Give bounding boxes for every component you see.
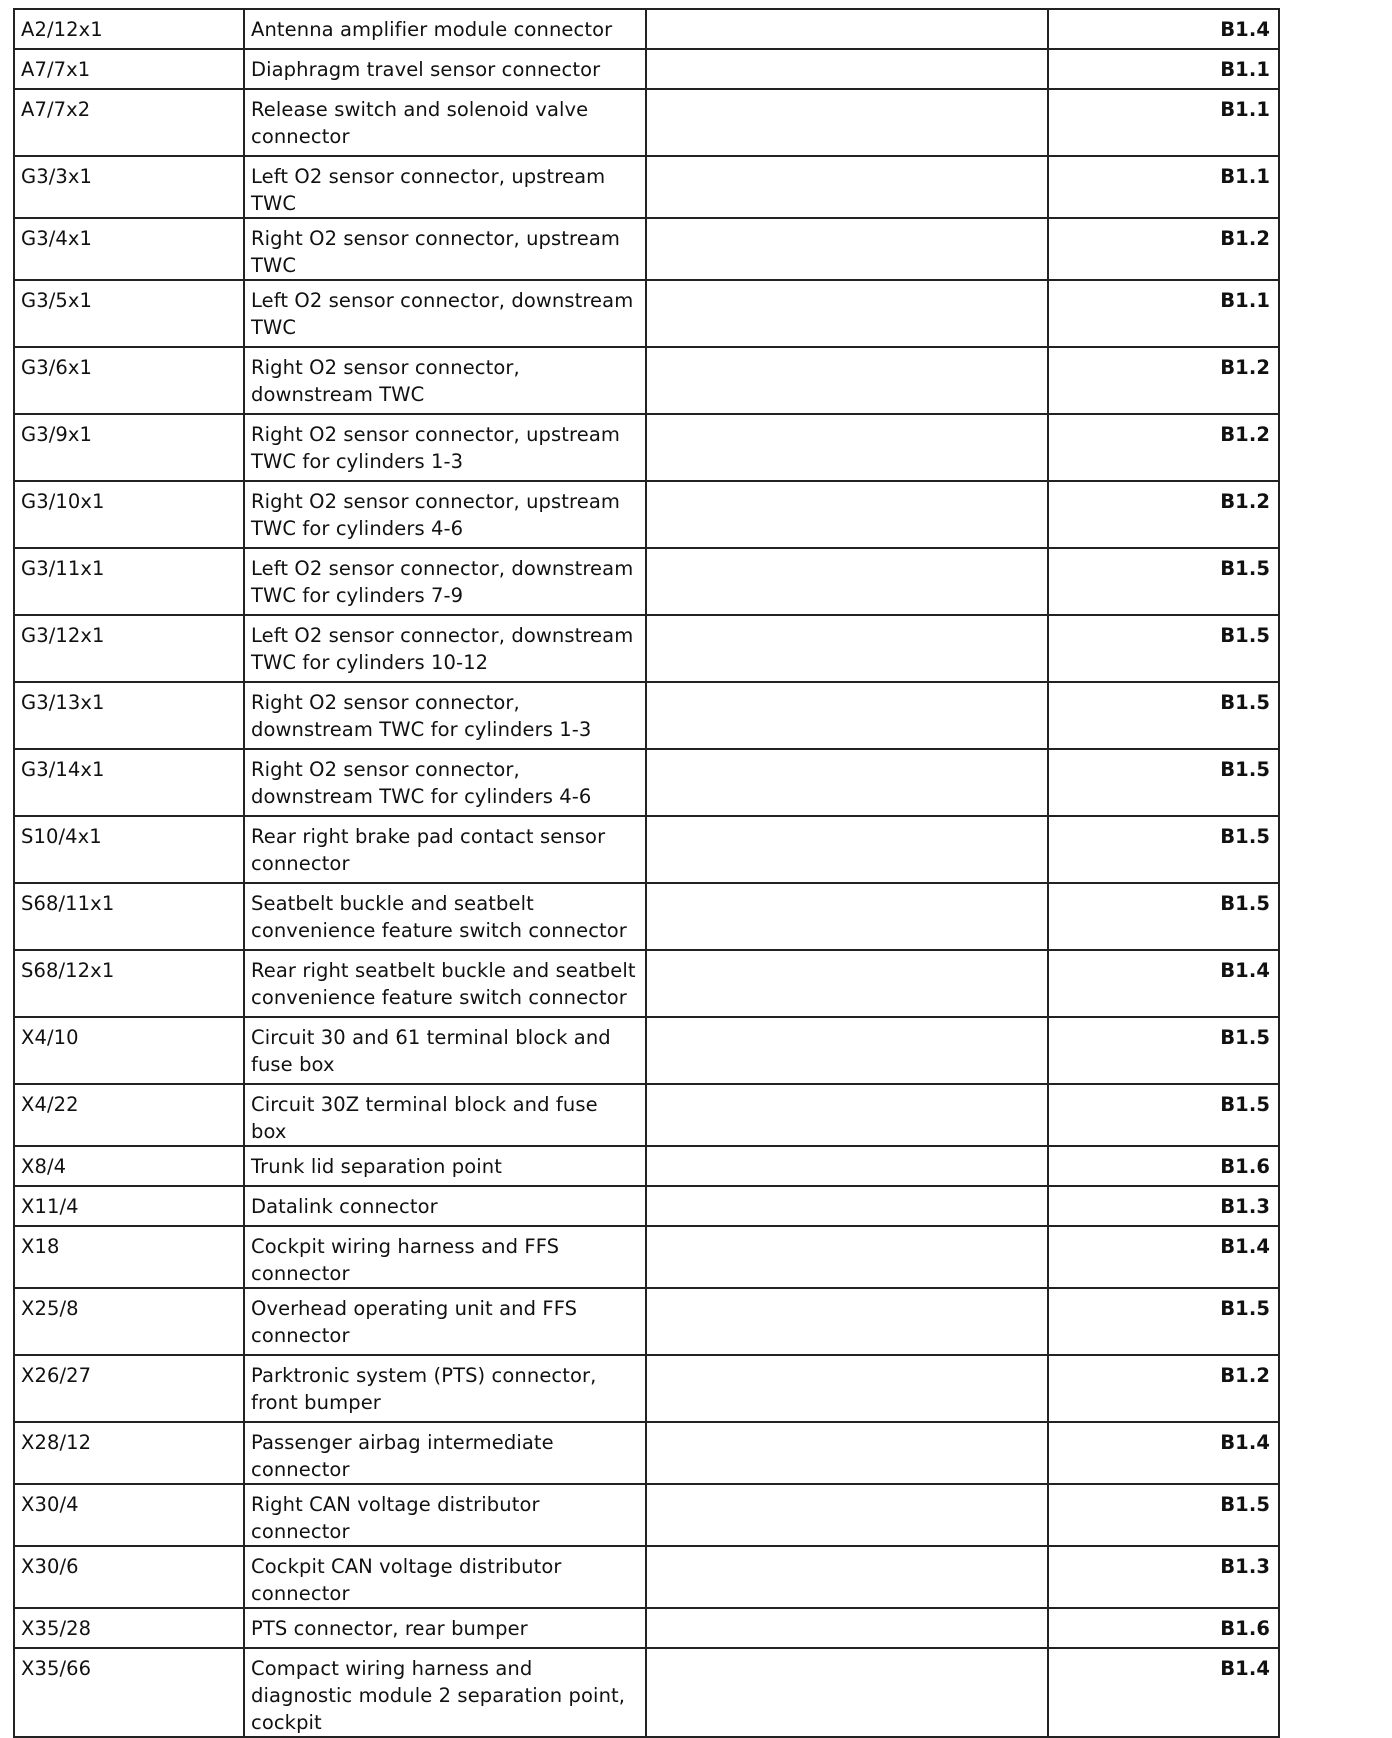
table-row	[14, 1484, 1279, 1546]
connector-description: Release switch and solenoid valve connector	[244, 89, 646, 156]
connector-code: S10/4x1	[14, 816, 244, 883]
grid-reference: B1.1	[1048, 49, 1279, 89]
table-row	[14, 1017, 1279, 1084]
connector-description: Right O2 sensor connector, upstream TWC for cylinders 1-3	[244, 414, 646, 481]
connector-table-body	[14, 9, 1279, 1737]
grid-reference: B1.4	[1048, 950, 1279, 1017]
table-row	[14, 156, 1279, 218]
connector-code: X25/8	[14, 1288, 244, 1355]
table-row	[14, 414, 1279, 481]
table-row	[14, 1422, 1279, 1484]
table-row	[14, 682, 1279, 749]
grid-reference: B1.2	[1048, 218, 1279, 280]
connector-code: X4/22	[14, 1084, 244, 1146]
empty-cell	[646, 1484, 1048, 1546]
table-row	[14, 883, 1279, 950]
connector-code: X8/4	[14, 1146, 244, 1186]
empty-cell	[646, 883, 1048, 950]
grid-reference: B1.2	[1048, 414, 1279, 481]
connector-code: X30/4	[14, 1484, 244, 1546]
grid-reference: B1.4	[1048, 9, 1279, 49]
connector-code: X11/4	[14, 1186, 244, 1226]
empty-cell	[646, 1186, 1048, 1226]
empty-cell	[646, 89, 1048, 156]
table-row	[14, 9, 1279, 49]
empty-cell	[646, 682, 1048, 749]
grid-reference: B1.1	[1048, 156, 1279, 218]
empty-cell	[646, 347, 1048, 414]
grid-reference: B1.6	[1048, 1608, 1279, 1648]
connector-description: Trunk lid separation point	[244, 1146, 646, 1186]
connector-description: Passenger airbag intermediate connector	[244, 1422, 646, 1484]
connector-code: G3/14x1	[14, 749, 244, 816]
table-row	[14, 816, 1279, 883]
connector-description: Cockpit wiring harness and FFS connector	[244, 1226, 646, 1288]
table-row	[14, 89, 1279, 156]
empty-cell	[646, 816, 1048, 883]
grid-reference: B1.2	[1048, 1355, 1279, 1422]
grid-reference: B1.5	[1048, 548, 1279, 615]
table-row	[14, 548, 1279, 615]
connector-description: Circuit 30 and 61 terminal block and fuse box	[244, 1017, 646, 1084]
grid-reference: B1.5	[1048, 682, 1279, 749]
empty-cell	[646, 749, 1048, 816]
grid-reference: B1.5	[1048, 1084, 1279, 1146]
empty-cell	[646, 950, 1048, 1017]
connector-description: Seatbelt buckle and seatbelt convenience feature switch connector	[244, 883, 646, 950]
empty-cell	[646, 280, 1048, 347]
connector-description: Right O2 sensor connector, downstream TWC for cylinders 4-6	[244, 749, 646, 816]
empty-cell	[646, 481, 1048, 548]
connector-code: G3/3x1	[14, 156, 244, 218]
empty-cell	[646, 548, 1048, 615]
connector-description: Parktronic system (PTS) connector, front bumper	[244, 1355, 646, 1422]
connector-description: Left O2 sensor connector, downstream TWC	[244, 280, 646, 347]
grid-reference: B1.1	[1048, 280, 1279, 347]
table-row	[14, 1146, 1279, 1186]
grid-reference: B1.2	[1048, 347, 1279, 414]
connector-code: X26/27	[14, 1355, 244, 1422]
grid-reference: B1.5	[1048, 1288, 1279, 1355]
empty-cell	[646, 1146, 1048, 1186]
connector-code: X4/10	[14, 1017, 244, 1084]
empty-cell	[646, 1546, 1048, 1608]
connector-code: G3/10x1	[14, 481, 244, 548]
connector-table	[13, 8, 1280, 1738]
grid-reference: B1.3	[1048, 1546, 1279, 1608]
grid-reference: B1.5	[1048, 816, 1279, 883]
connector-description: PTS connector, rear bumper	[244, 1608, 646, 1648]
grid-reference: B1.1	[1048, 89, 1279, 156]
grid-reference: B1.5	[1048, 1484, 1279, 1546]
connector-code: X35/28	[14, 1608, 244, 1648]
grid-reference: B1.5	[1048, 615, 1279, 682]
connector-description: Right O2 sensor connector, downstream TWC for cylinders 1-3	[244, 682, 646, 749]
connector-description: Overhead operating unit and FFS connector	[244, 1288, 646, 1355]
grid-reference: B1.5	[1048, 749, 1279, 816]
empty-cell	[646, 414, 1048, 481]
connector-description: Right O2 sensor connector, upstream TWC	[244, 218, 646, 280]
table-row	[14, 615, 1279, 682]
connector-code: G3/9x1	[14, 414, 244, 481]
connector-description: Rear right seatbelt buckle and seatbelt convenience feature switch connector	[244, 950, 646, 1017]
table-row	[14, 1084, 1279, 1146]
connector-code: S68/12x1	[14, 950, 244, 1017]
grid-reference: B1.4	[1048, 1226, 1279, 1288]
grid-reference: B1.3	[1048, 1186, 1279, 1226]
connector-description: Antenna amplifier module connector	[244, 9, 646, 49]
connector-description: Left O2 sensor connector, downstream TWC for cylinders 10-12	[244, 615, 646, 682]
connector-description: Diaphragm travel sensor connector	[244, 49, 646, 89]
connector-code: X28/12	[14, 1422, 244, 1484]
table-row	[14, 1648, 1279, 1737]
empty-cell	[646, 615, 1048, 682]
table-row	[14, 1186, 1279, 1226]
connector-code: X35/66	[14, 1648, 244, 1737]
empty-cell	[646, 218, 1048, 280]
connector-code: G3/6x1	[14, 347, 244, 414]
empty-cell	[646, 1226, 1048, 1288]
empty-cell	[646, 1608, 1048, 1648]
grid-reference: B1.2	[1048, 481, 1279, 548]
empty-cell	[646, 1355, 1048, 1422]
connector-code: G3/5x1	[14, 280, 244, 347]
empty-cell	[646, 1017, 1048, 1084]
connector-code: S68/11x1	[14, 883, 244, 950]
table-row	[14, 749, 1279, 816]
connector-code: A7/7x1	[14, 49, 244, 89]
grid-reference: B1.4	[1048, 1648, 1279, 1737]
connector-code: A7/7x2	[14, 89, 244, 156]
table-row	[14, 1355, 1279, 1422]
grid-reference: B1.6	[1048, 1146, 1279, 1186]
connector-code: G3/4x1	[14, 218, 244, 280]
table-row	[14, 1288, 1279, 1355]
connector-description: Left O2 sensor connector, upstream TWC	[244, 156, 646, 218]
empty-cell	[646, 1084, 1048, 1146]
table-row	[14, 481, 1279, 548]
table-row	[14, 280, 1279, 347]
connector-description: Compact wiring harness and diagnostic module 2 separation point, cockpit	[244, 1648, 646, 1737]
grid-reference: B1.5	[1048, 883, 1279, 950]
empty-cell	[646, 49, 1048, 89]
grid-reference: B1.5	[1048, 1017, 1279, 1084]
table-row	[14, 347, 1279, 414]
connector-description: Rear right brake pad contact sensor connector	[244, 816, 646, 883]
connector-code: G3/11x1	[14, 548, 244, 615]
connector-code: X18	[14, 1226, 244, 1288]
table-row	[14, 1226, 1279, 1288]
connector-code: X30/6	[14, 1546, 244, 1608]
connector-description: Datalink connector	[244, 1186, 646, 1226]
table-row	[14, 950, 1279, 1017]
empty-cell	[646, 1422, 1048, 1484]
connector-code: A2/12x1	[14, 9, 244, 49]
table-row	[14, 218, 1279, 280]
connector-description: Left O2 sensor connector, downstream TWC for cylinders 7-9	[244, 548, 646, 615]
table-row	[14, 1546, 1279, 1608]
empty-cell	[646, 156, 1048, 218]
connector-description: Cockpit CAN voltage distributor connector	[244, 1546, 646, 1608]
empty-cell	[646, 9, 1048, 49]
table-row	[14, 49, 1279, 89]
grid-reference: B1.4	[1048, 1422, 1279, 1484]
connector-description: Right O2 sensor connector, upstream TWC for cylinders 4-6	[244, 481, 646, 548]
empty-cell	[646, 1648, 1048, 1737]
connector-description: Circuit 30Z terminal block and fuse box	[244, 1084, 646, 1146]
connector-description: Right CAN voltage distributor connector	[244, 1484, 646, 1546]
connector-code: G3/13x1	[14, 682, 244, 749]
connector-code: G3/12x1	[14, 615, 244, 682]
connector-description: Right O2 sensor connector, downstream TWC	[244, 347, 646, 414]
table-row	[14, 1608, 1279, 1648]
empty-cell	[646, 1288, 1048, 1355]
